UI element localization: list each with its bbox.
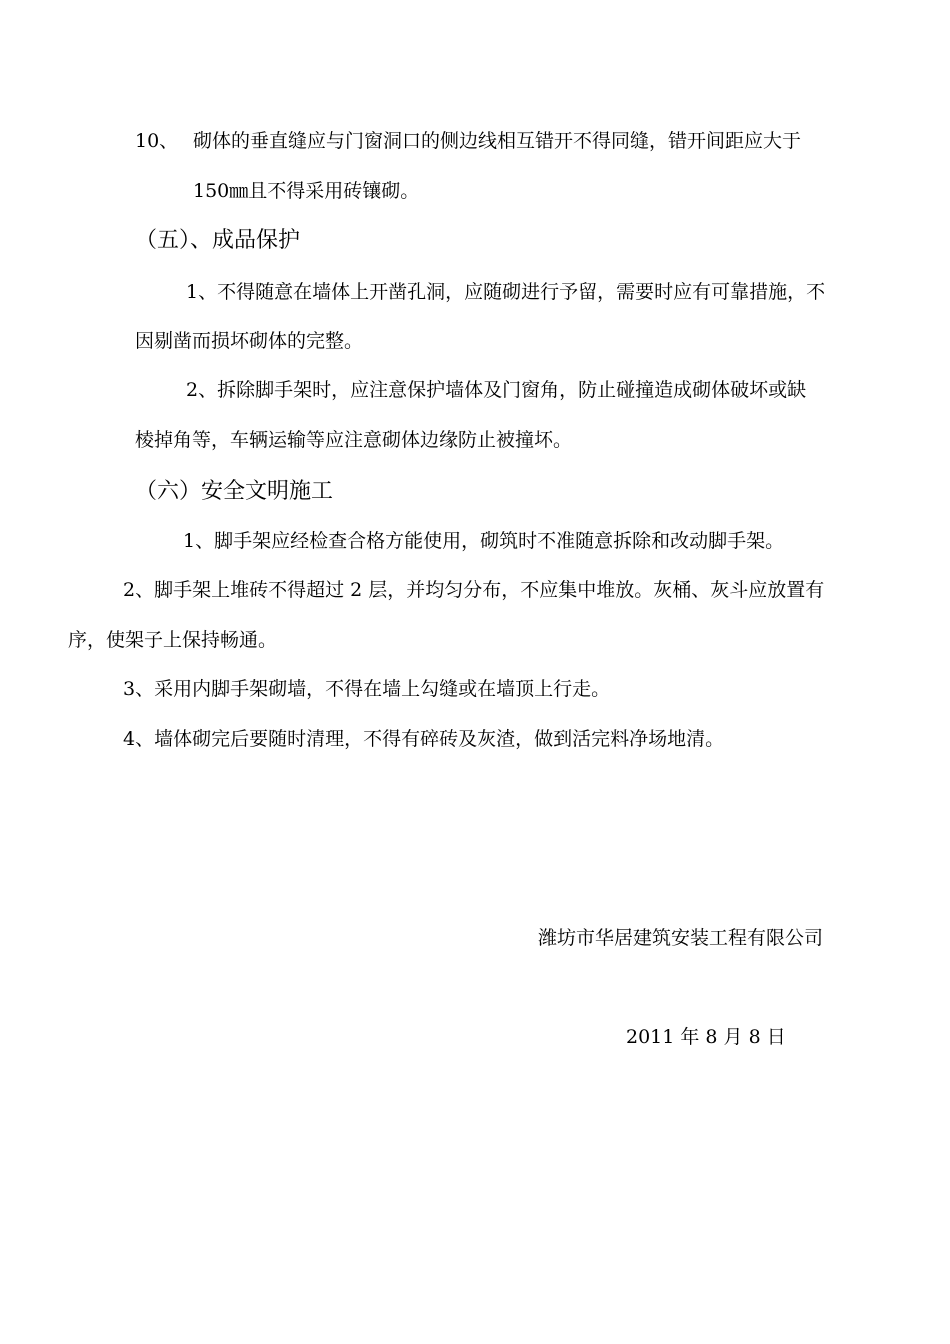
company-name: 潍坊市华居建筑安装工程有限公司 — [538, 927, 824, 949]
item-10-line-2: 150㎜且不得采用砖镶砌。 — [193, 180, 420, 202]
section-5-item-2-line-1: 2、拆除脚手架时，应注意保护墙体及门窗角，防止碰撞造成砌体破坏或缺 — [186, 379, 807, 401]
item-10-line-1 — [135, 129, 801, 153]
section-6-item-1: 1、脚手架应经检查合格方能使用，砌筑时不准随意拆除和改动脚手架。 — [183, 530, 785, 552]
section-5-item-2-line-2: 棱掉角等，车辆运输等应注意砌体边缘防止被撞坏。 — [135, 429, 573, 451]
section-6-item-2-line-2: 序，使架子上保持畅通。 — [68, 629, 278, 651]
item-10-text-1: 砌体的垂直缝应与门窗洞口的侧边线相互错开不得同缝，错开间距应大于 — [193, 130, 802, 152]
section-6-heading: （六）安全文明施工 — [135, 479, 334, 504]
section-6-item-3: 3、采用内脚手架砌墙，不得在墙上勾缝或在墙顶上行走。 — [123, 678, 611, 700]
section-5-item-1-line-1: 1、不得随意在墙体上开凿孔洞，应随砌进行予留，需要时应有可靠措施，不 — [186, 281, 826, 303]
section-5-heading: （五）、成品保护 — [135, 228, 301, 253]
section-6-item-2-line-1: 2、脚手架上堆砖不得超过 2 层，并均匀分布，不应集中堆放。灰桶、灰斗应放置有 — [123, 579, 825, 601]
section-6-item-4: 4、墙体砌完后要随时清理，不得有碎砖及灰渣，做到活完料净场地清。 — [123, 728, 725, 750]
document-date: 2011 年 8 月 8 日 — [626, 1026, 786, 1048]
section-5-item-1-line-2: 因剔凿而损坏砌体的完整。 — [135, 330, 364, 352]
item-10-number: 10、 — [135, 130, 179, 152]
